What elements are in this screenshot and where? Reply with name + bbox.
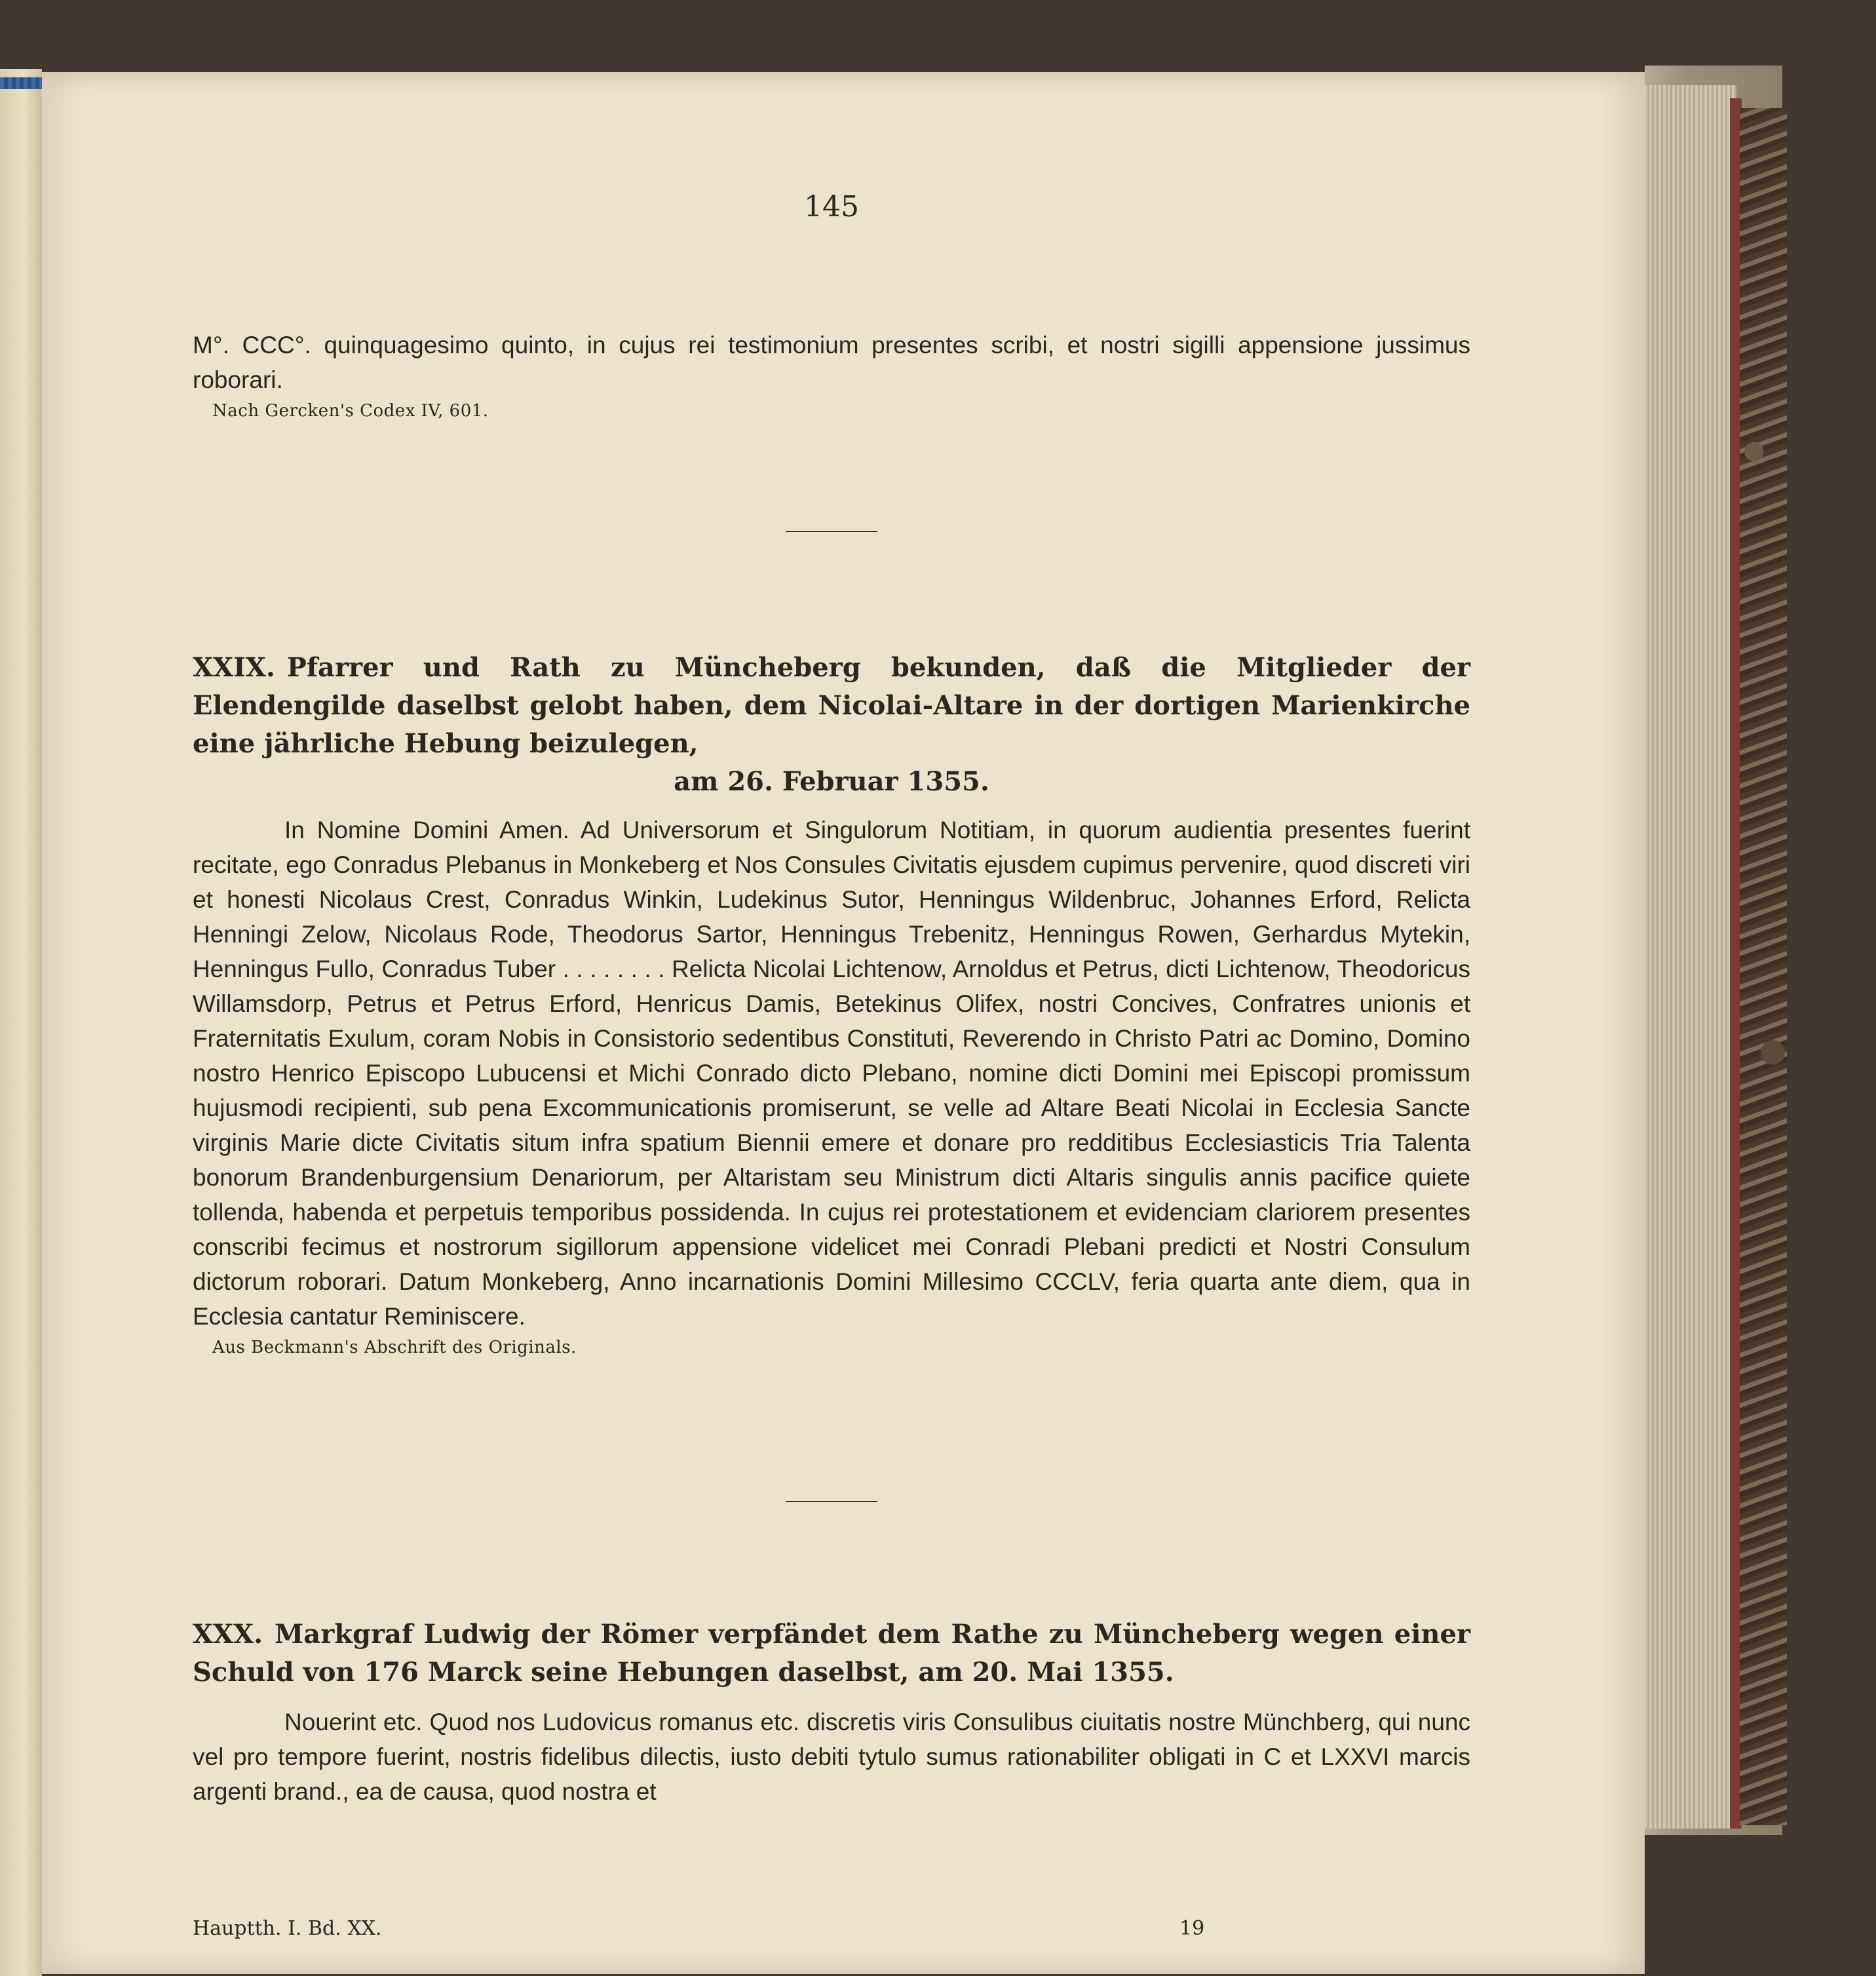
intro-block bbox=[193, 328, 1470, 421]
section-date: am 26. Februar 1355. bbox=[674, 766, 989, 797]
section-numeral: XXIX. bbox=[193, 652, 275, 683]
section-xxix bbox=[193, 649, 1470, 1357]
intro-source: Nach Gercken's Codex IV, 601. bbox=[212, 401, 489, 421]
divider-rule bbox=[786, 531, 877, 532]
divider-rule bbox=[786, 1501, 877, 1502]
charter-source: Aus Beckmann's Abschrift des Originals. bbox=[212, 1338, 577, 1357]
section-heading bbox=[193, 649, 1470, 763]
section-title: Pfarrer und Rath zu Müncheberg bekunden, daß die Mitglieder der Elendengilde daselbst gelobt haben, dem Nicolai-Altare in der dortigen Marienkirche eine jährliche Hebung beizulegen, bbox=[193, 652, 1470, 759]
section-title: Markgraf Ludwig der Römer verpfändet dem Rathe zu Müncheberg wegen einer Schuld von 176 Marck seine Hebungen daselbst, am 20. Mai 1355. bbox=[193, 1619, 1470, 1688]
sheet-number: 19 bbox=[1179, 1917, 1205, 1940]
signature-mark: Hauptth. I. Bd. XX. bbox=[193, 1917, 382, 1940]
section-numeral: XXX. bbox=[193, 1619, 263, 1650]
section-xxx bbox=[193, 1616, 1470, 1809]
charter-text: In Nomine Domini Amen. Ad Universorum et Singulorum Notitiam, in quorum audientia presentes fuerint recitate, ego Conradus Plebanus in Monkeberg et Nos Consules Civitatis ejusdem cupimus pervenire, quod discreti viri et honesti Nicolaus Crest, Conradus Winkin, Ludekinus Sutor, Henningus Wildenbruc, Johannes Erford, Relicta Henningi Zelow, Nicolaus Rode, Theodorus Sartor, Henningus Trebenitz, Henningus Rowen, Gerhardus Mytekin, Henningus Fullo, Conradus Tuber . . . . . . . . Relicta Nicolai Lichtenow, Arnoldus et Petrus, dicti Lichtenow, Theodoricus Willamsdorp, Petrus et Petrus Erford, Henricus Damis, Betekinus Olifex, nostri Concives, Confratres unionis et Fraternitatis Exulum, coram Nobis in Consistorio sedentibus Constituti, Reverendo in Christo Patri ac Domino, Domino nostro Henrico Episcopo Lubucensi et Michi Conrado dicto Plebano, nomine dicti Domini mei Episcopi promissum hujusmodi recipienti, sub pena Excommunicationis promiserunt, se velle ad Altare Beati Nicolai in Ecclesia Sancte virginis Marie dicte Civitatis situm infra spatium Biennii emere et donare pro redditibus Ecclesiasticis Tria Talenta bonorum Brandenburgensium Denariorum, per Altaristam seu Ministrum dicti Altaris singulis annis pacifice quiete tollenda, habenda et perpetuis temporibus possidenda. In cujus rei protestationem et evidenciam clariorem presentes conscribi fecimus et nostrorum sigillorum appensione videlicet mei Conradi Plebani predicti et Nostri Consulum dictorum roborari. Datum Monkeberg, Anno incarnationis Domini Millesimo CCCLV, feria quarta ante diem, qua in Ecclesia cantatur Reminiscere. bbox=[193, 817, 1470, 1330]
book-page bbox=[42, 72, 1645, 1974]
marbled-endpaper bbox=[1740, 108, 1787, 1825]
page-number: 145 bbox=[804, 190, 859, 223]
charter-text: Nouerint etc. Quod nos Ludovicus romanus etc. discretis viris Consulibus ciuitatis nostre Münchberg, qui nunc vel pro tempore fuerint, nostris fidelibus dilectis, iusto debiti tytulo sumus rationabiliter obligati in C et LXXVI marcis argenti brand., ea de causa, quod nostra et bbox=[193, 1709, 1470, 1805]
page-edges bbox=[1645, 85, 1736, 1829]
intro-paragraph: M°. CCC°. quinquagesimo quinto, in cujus rei testimonium presentes scribi, et nostri sigilli appensione jussimus roborari. bbox=[193, 332, 1470, 393]
section-heading bbox=[193, 1616, 1470, 1692]
facing-page-edge bbox=[0, 69, 42, 1976]
